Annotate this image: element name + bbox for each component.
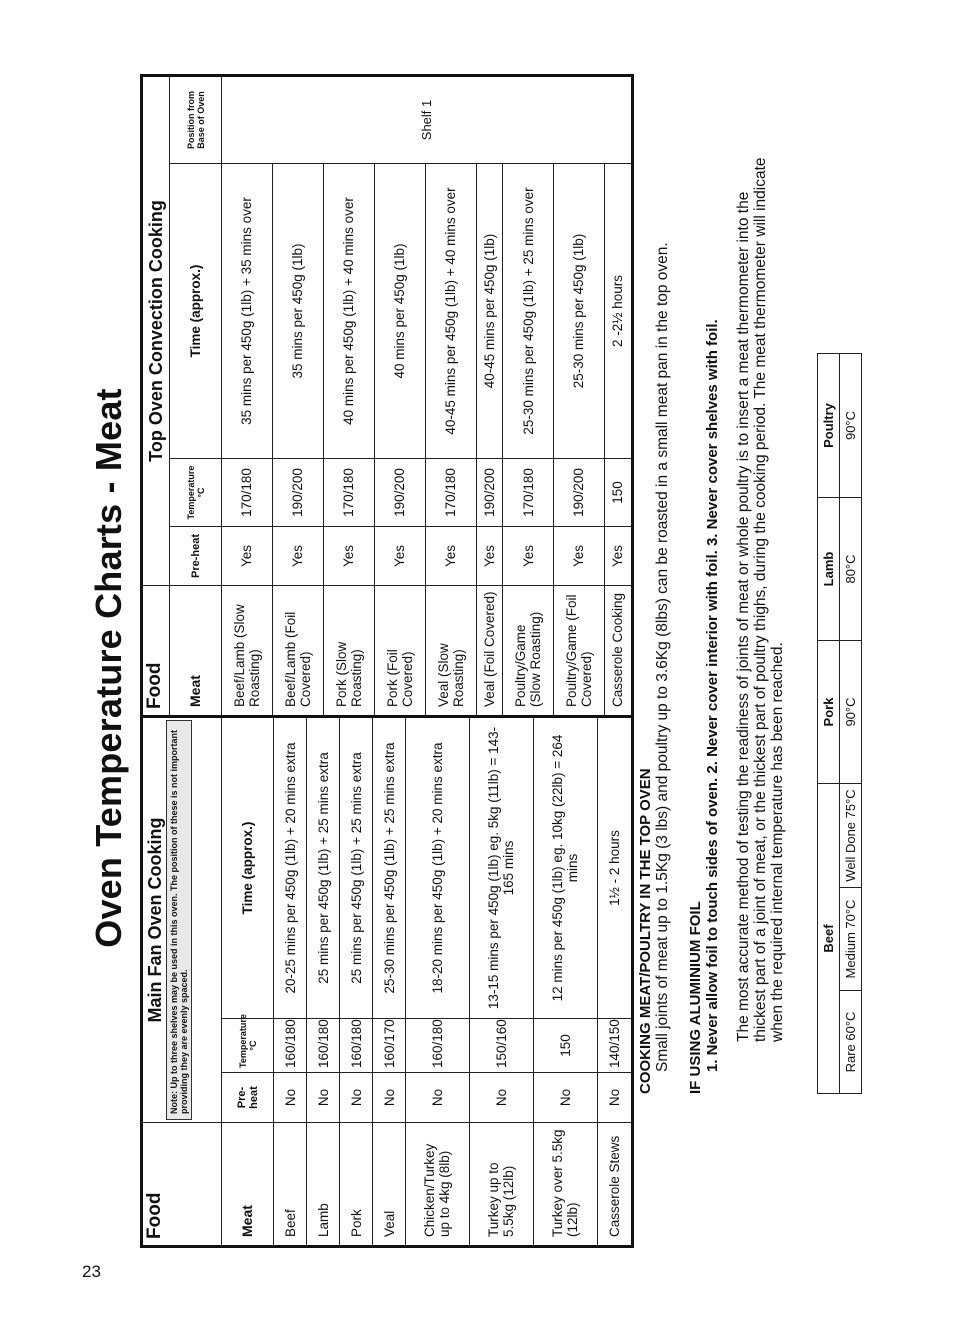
lamb-temp: 80°C xyxy=(840,498,862,641)
cooking-text: Small joints of meat up to 1.5Kg (3 lbs) and poultry up to 3.6Kg (8lbs) can be roasted in a small meat pan in the top oven. xyxy=(654,242,671,1072)
table-row: Poultry/Game (Slow Roasting) Yes 170/180 25-30 mins per 450g (1lb) + 25 mins over xyxy=(503,75,554,716)
table-row: Beef No 160/180 20-25 mins per 450g (1lb) + 20 mins extra xyxy=(274,716,307,1246)
section-title: Top Oven Convection Cooking xyxy=(142,75,170,585)
table-row: Pork No 160/180 25 mins per 450g (1lb) + 25 mins extra xyxy=(340,716,373,1246)
section-title: Main Fan Oven Cooking xyxy=(145,817,165,1023)
page-number: 23 xyxy=(82,1262,101,1281)
food-label: Food xyxy=(142,1123,222,1247)
thermometer-text-line: The most accurate method of testing the readiness of joints of meat or whole poultry is to insert a meat thermometer into the xyxy=(735,191,752,1042)
top-oven-table xyxy=(140,74,634,718)
table-row: Turkey up to 5.5kg (12lb) No 150/160 13-15 mins per 450g (1lb) eg. 5kg (11lb) = 143-165 mins xyxy=(469,716,533,1246)
table-row: Poultry/Game (Foil Covered) Yes 190/200 25-30 mins per 450g (1lb) xyxy=(554,75,605,716)
beef-medium-temp: Medium 70°C xyxy=(840,888,862,991)
preheat-header: Pre-heat xyxy=(170,527,222,586)
cooking-heading: COOKING MEAT/POULTRY IN THE TOP OVEN xyxy=(637,768,654,1094)
table-row: Beef/Lamb (Slow Roasting) Yes 170/180 35 mins per 450g (1lb) + 35 mins over Shelf 1 xyxy=(222,75,273,716)
table-row: Chicken/Turkey up to 4kg (8lb) No 160/180 18-20 mins per 450g (1lb) + 20 mins extra xyxy=(406,716,470,1246)
thermometer-text-line: when the required internal temperature has been reached. xyxy=(769,642,786,1042)
table-row: Veal (Slow Roasting) Yes 170/180 40-45 mins per 450g (1lb) + 40 mins over xyxy=(425,75,476,716)
beef-rare-temp: Rare 60°C xyxy=(840,991,862,1094)
pork-header: Pork xyxy=(818,641,840,784)
poultry-header: Poultry xyxy=(818,354,840,498)
shelf-position: Shelf 1 xyxy=(222,75,633,163)
meat-header: Meat xyxy=(170,586,222,717)
lamb-header: Lamb xyxy=(818,498,840,641)
food-label: Food xyxy=(142,586,170,717)
time-header: Time (approx.) xyxy=(170,164,222,459)
meat-header: Meat xyxy=(222,1123,274,1247)
table-row: Veal (Foil Covered) Yes 190/200 40-45 mins per 450g (1lb) xyxy=(476,75,502,716)
preheat-header: Pre-heat xyxy=(222,1073,274,1123)
page-title: Oven Temperature Charts - Meat xyxy=(88,388,129,948)
time-header: Time (approx.) xyxy=(222,716,274,1018)
position-header: Position from Base of Oven xyxy=(170,75,222,163)
temperature-header: Temperature °C xyxy=(222,1019,274,1073)
beef-header: Beef xyxy=(818,784,840,1094)
table-row: Pork (Slow Roasting) Yes 170/180 40 mins per 450g (1lb) + 40 mins over xyxy=(323,75,374,716)
shelf-note: Note: Up to three shelves may be used in this oven. The position of these is not important providing they are evenly spaced. xyxy=(166,720,192,1120)
foil-heading: IF USING ALUMINIUM FOIL xyxy=(687,901,704,1094)
table-row: Veal No 160/170 25-30 mins per 450g (1lb) + 25 mins extra xyxy=(373,716,406,1246)
table-row: Turkey over 5.5kg (12lb) No 150 12 mins per 450g (1lb) eg. 10kg (22lb) = 264 mins xyxy=(533,716,597,1246)
table-row: Lamb No 160/180 25 mins per 450g (1lb) + 25 mins extra xyxy=(307,716,340,1246)
table-row: Casserole Stews No 140/150 1½ - 2 hours xyxy=(597,716,632,1246)
meat-thermometer-table xyxy=(817,353,862,1094)
main-fan-oven-table xyxy=(140,715,634,1248)
table-row: Pork (Foil Covered) Yes 190/200 40 mins per 450g (1lb) xyxy=(374,75,425,716)
table-row: Beef/Lamb (Foil Covered) Yes 190/200 35 mins per 450g (1lb) xyxy=(272,75,323,716)
thermometer-text-line: thickest part of a joint of meat, or the thickest part of poultry thighs, during the cooking period. The meat thermometer will indicate xyxy=(752,157,769,1042)
temperature-header: Temperature °C xyxy=(170,459,222,527)
foil-text: 1. Never allow foil to touch sides of oven. 2. Never cover interior with foil. 3. Never cover shelves with foil. xyxy=(704,319,721,1072)
pork-temp: 90°C xyxy=(840,641,862,784)
notes-section xyxy=(637,44,786,1094)
table-row: Casserole Cooking Yes 150 2 -2½ hours xyxy=(604,75,632,716)
poultry-temp: 90°C xyxy=(840,354,862,498)
beef-well-done-temp: Well Done 75°C xyxy=(840,784,862,888)
